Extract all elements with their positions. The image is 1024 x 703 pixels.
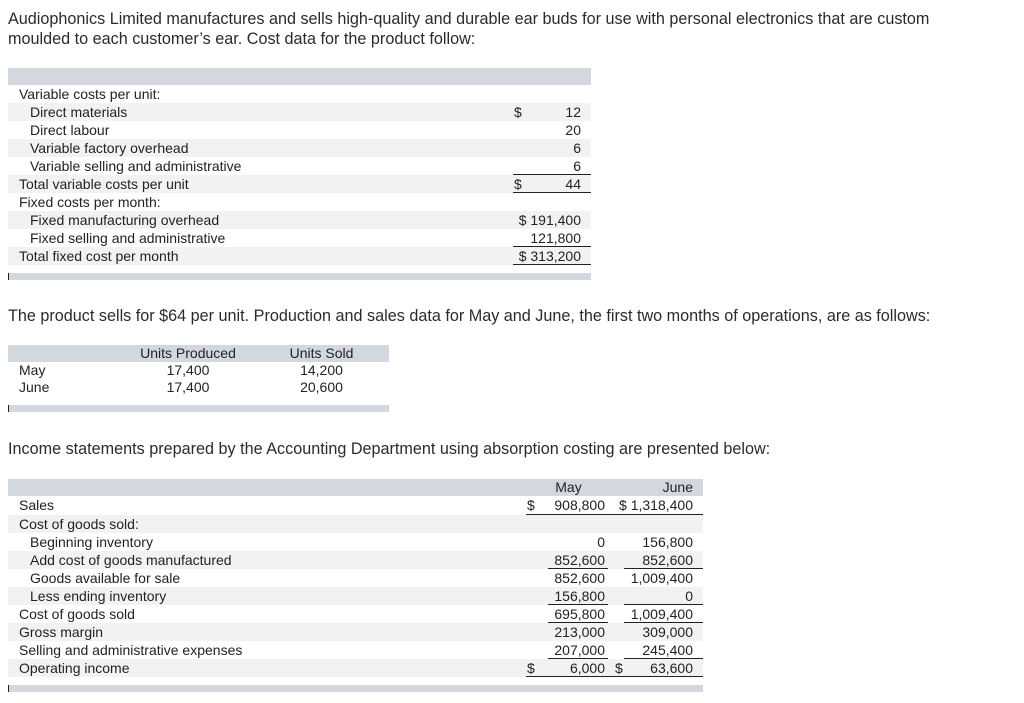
table-row [8, 362, 389, 379]
table-row [8, 551, 703, 569]
table-row [8, 641, 703, 659]
gross-margin-june: 309,000 [642, 624, 693, 640]
units-sold-header: Units Sold [289, 345, 354, 361]
ending-inventory-june: 0 [685, 588, 693, 604]
total-fixed-label: Total fixed cost per month [19, 248, 179, 264]
cogs-label: Cost of goods sold [19, 606, 135, 622]
beginning-inventory-may: 0 [597, 534, 605, 550]
table-row [8, 379, 389, 396]
variable-selling-label: Variable selling and administrative [30, 158, 242, 174]
month-label: June [19, 379, 50, 395]
currency-symbol: $ [615, 660, 623, 676]
table-row [8, 229, 591, 247]
gross-margin-may: 213,000 [554, 624, 605, 640]
fixed-selling-label: Fixed selling and administrative [30, 230, 226, 246]
add-cogm-may: 852,600 [554, 552, 605, 568]
production-table [8, 345, 389, 413]
table-row [8, 121, 591, 139]
table-bottom-bar [8, 405, 389, 412]
direct-labour-label: Direct labour [30, 122, 110, 138]
table-bottom-edge [8, 273, 9, 280]
table-header-bar [8, 479, 703, 496]
cogs-june: 1,009,400 [630, 606, 693, 622]
operating-income-may: 6,000 [569, 660, 605, 676]
variable-selling-value: 6 [573, 158, 581, 174]
currency-symbol: $ [527, 497, 535, 513]
operating-income-label: Operating income [19, 660, 130, 676]
goods-available-label: Goods available for sale [30, 570, 181, 586]
sales-label: Sales [19, 497, 55, 513]
total-variable-label: Total variable costs per unit [19, 176, 189, 192]
selling-admin-label: Selling and administrative expenses [19, 642, 243, 658]
operating-income-june: 63,600 [650, 660, 693, 676]
selling-admin-may: 207,000 [554, 642, 605, 658]
table-row [8, 139, 591, 157]
units-produced-value: 17,400 [166, 362, 210, 378]
fixed-manufacturing-label: Fixed manufacturing overhead [30, 212, 220, 228]
table-bottom-edge [8, 405, 9, 412]
beginning-inventory-june: 156,800 [642, 534, 693, 550]
variable-factory-overhead-value: 6 [573, 140, 581, 156]
table-row [8, 85, 591, 103]
table-bottom-edge [8, 685, 9, 692]
table-row [8, 247, 591, 265]
units-sold-value: 20,600 [300, 379, 343, 395]
add-cogm-june: 852,600 [642, 552, 693, 568]
total-variable-value: 44 [565, 176, 581, 192]
add-cogm-label: Add cost of goods manufactured [30, 552, 232, 568]
intro-line-2: moulded to each customer’s ear. Cost data for the product follow: [8, 30, 476, 48]
fixed-selling-value: 121,800 [530, 230, 581, 246]
intro-line-1: Audiophonics Limited manufactures and sells high-quality and durable ear buds for use with personal electronics that are custom [8, 10, 930, 28]
income-text: Income statements prepared by the Accounting Department using absorption costing are presented below: [8, 440, 771, 458]
units-produced-value: 17,400 [166, 379, 210, 395]
direct-materials-value: 12 [565, 104, 581, 120]
fixed-manufacturing-value: $ 191,400 [518, 212, 581, 228]
table-row [8, 193, 591, 211]
may-column-header: May [555, 479, 582, 495]
direct-labour-value: 20 [565, 122, 581, 138]
currency-symbol: $ [514, 104, 522, 120]
units-sold-value: 14,200 [300, 362, 343, 378]
table-row [8, 659, 703, 677]
table-row [8, 157, 591, 175]
table-row [8, 605, 703, 623]
june-column-header: June [662, 479, 693, 495]
table-bottom-bar [8, 685, 703, 692]
month-label: May [19, 362, 46, 378]
income-statement-table [8, 479, 703, 694]
production-text: The product sells for $64 per unit. Production and sales data for May and June, the first two months of operations, are as follows: [8, 307, 931, 325]
variable-factory-overhead-label: Variable factory overhead [30, 140, 189, 156]
total-fixed-value: $ 313,200 [518, 248, 581, 264]
table-row [8, 175, 591, 193]
table-row [8, 515, 703, 533]
currency-symbol: $ [514, 176, 522, 192]
table-bottom-bar [8, 273, 591, 280]
gross-margin-label: Gross margin [19, 624, 104, 640]
table-row [8, 533, 703, 551]
goods-available-may: 852,600 [554, 570, 605, 586]
beginning-inventory-label: Beginning inventory [30, 534, 153, 550]
direct-materials-label: Direct materials [30, 104, 128, 120]
cogs-header: Cost of goods sold: [19, 516, 139, 532]
table-row [8, 103, 591, 121]
table-row [8, 587, 703, 605]
sales-june: $ 1,318,400 [619, 497, 693, 513]
cost-data-table [8, 68, 591, 280]
table-row [8, 496, 703, 514]
currency-symbol: $ [527, 660, 535, 676]
table-row [8, 569, 703, 587]
goods-available-june: 1,009,400 [630, 570, 693, 586]
sales-may: 908,800 [554, 497, 605, 513]
table-row [8, 211, 591, 229]
table-row [8, 623, 703, 641]
total-rule [513, 264, 591, 265]
cogs-may: 695,800 [554, 606, 605, 622]
ending-inventory-may: 156,800 [554, 588, 605, 604]
total-rule [526, 676, 703, 677]
table-top-bar [8, 68, 591, 85]
variable-costs-header: Variable costs per unit: [19, 86, 161, 102]
units-produced-header: Units Produced [140, 345, 236, 361]
fixed-costs-header: Fixed costs per month: [19, 194, 161, 210]
selling-admin-june: 245,400 [642, 642, 693, 658]
ending-inventory-label: Less ending inventory [30, 588, 167, 604]
